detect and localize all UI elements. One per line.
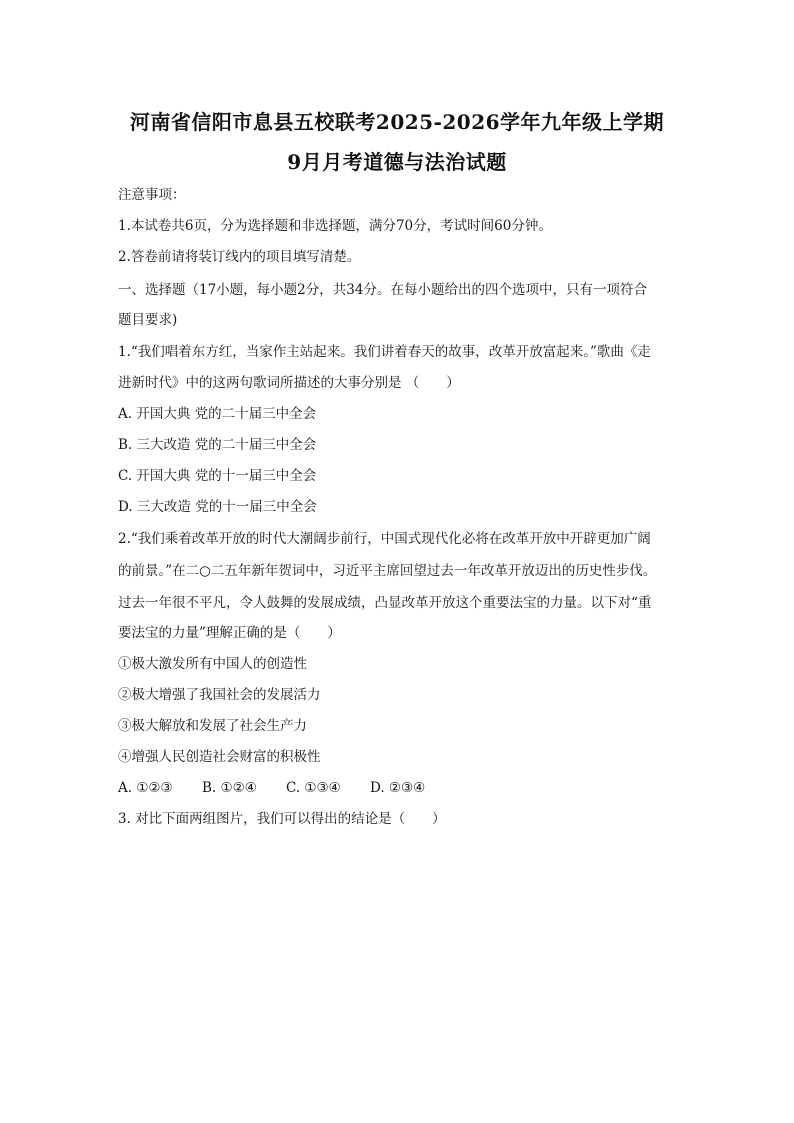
notice-item-2: 2.答卷前请将装订线内的项目填写清楚。 bbox=[118, 249, 361, 265]
question-1-stem: 1.“我们唱着东方红，当家作主站起来。我们讲着春天的故事，改革开放富起来。”歌曲《走 bbox=[118, 344, 651, 360]
question-1-option-d: D. 三大改造 党的十一届三中全会 bbox=[118, 499, 317, 515]
question-2-option-d: D. ②③④ bbox=[370, 780, 426, 796]
question-2-option-c: C. ①③④ bbox=[286, 780, 341, 796]
question-2-stem-line4: 要法宝的力量”理解正确的是（ ） bbox=[118, 625, 341, 641]
question-2-option-a: A. ①②③ bbox=[118, 780, 173, 796]
question-2-statement-4: ④增强人民创造社会财富的积极性 bbox=[118, 749, 321, 765]
question-2-stem-line2: 的前景。”在二○二五年新年贺词中，习近平主席回望过去一年改革开放迈出的历史性步伐。 bbox=[118, 563, 657, 579]
question-2-option-b: B. ①②④ bbox=[202, 780, 257, 796]
question-2-options bbox=[118, 779, 425, 797]
question-1-stem-continued: 进新时代》中的这两句歌词所描述的大事分别是 （ ） bbox=[118, 375, 460, 391]
section-heading: 一、选择题（17小题，每小题2分，共34分。在每小题给出的四个选项中，只有一项符合 bbox=[118, 282, 647, 298]
question-1-option-a: A. 开国大典 党的二十届三中全会 bbox=[118, 406, 317, 422]
question-2-statement-3: ③极大解放和发展了社会生产力 bbox=[118, 718, 307, 734]
question-1-option-b: B. 三大改造 党的二十届三中全会 bbox=[118, 437, 317, 453]
question-2-statement-1: ①极大激发所有中国人的创造性 bbox=[118, 656, 307, 672]
section-heading-continued: 题目要求) bbox=[118, 312, 178, 328]
question-3-stem: 3. 对比下面两组图片，我们可以得出的结论是（ ） bbox=[118, 811, 446, 827]
question-2-statement-2: ②极大增强了我国社会的发展活力 bbox=[118, 687, 321, 703]
question-2-stem-line3: 过去一年很不平凡，令人鼓舞的发展成绩，凸显改革开放这个重要法宝的力量。以下对“重 bbox=[118, 595, 652, 611]
question-1-option-c: C. 开国大典 党的十一届三中全会 bbox=[118, 468, 317, 484]
notice-item-1: 1.本试卷共6页，分为选择题和非选择题，满分70分，考试时间60分钟。 bbox=[118, 218, 552, 234]
question-2-stem: 2.“我们乘着改革开放的时代大潮阔步前行，中国式现代化必将在改革开放中开辟更加广阔 bbox=[118, 531, 651, 547]
exam-title-line2: 9月月考道德与法治试题 bbox=[287, 150, 507, 174]
notice-heading: 注意事项： bbox=[118, 187, 186, 203]
exam-title-line1: 河南省信阳市息县五校联考2025-2026学年九年级上学期 bbox=[129, 110, 665, 134]
